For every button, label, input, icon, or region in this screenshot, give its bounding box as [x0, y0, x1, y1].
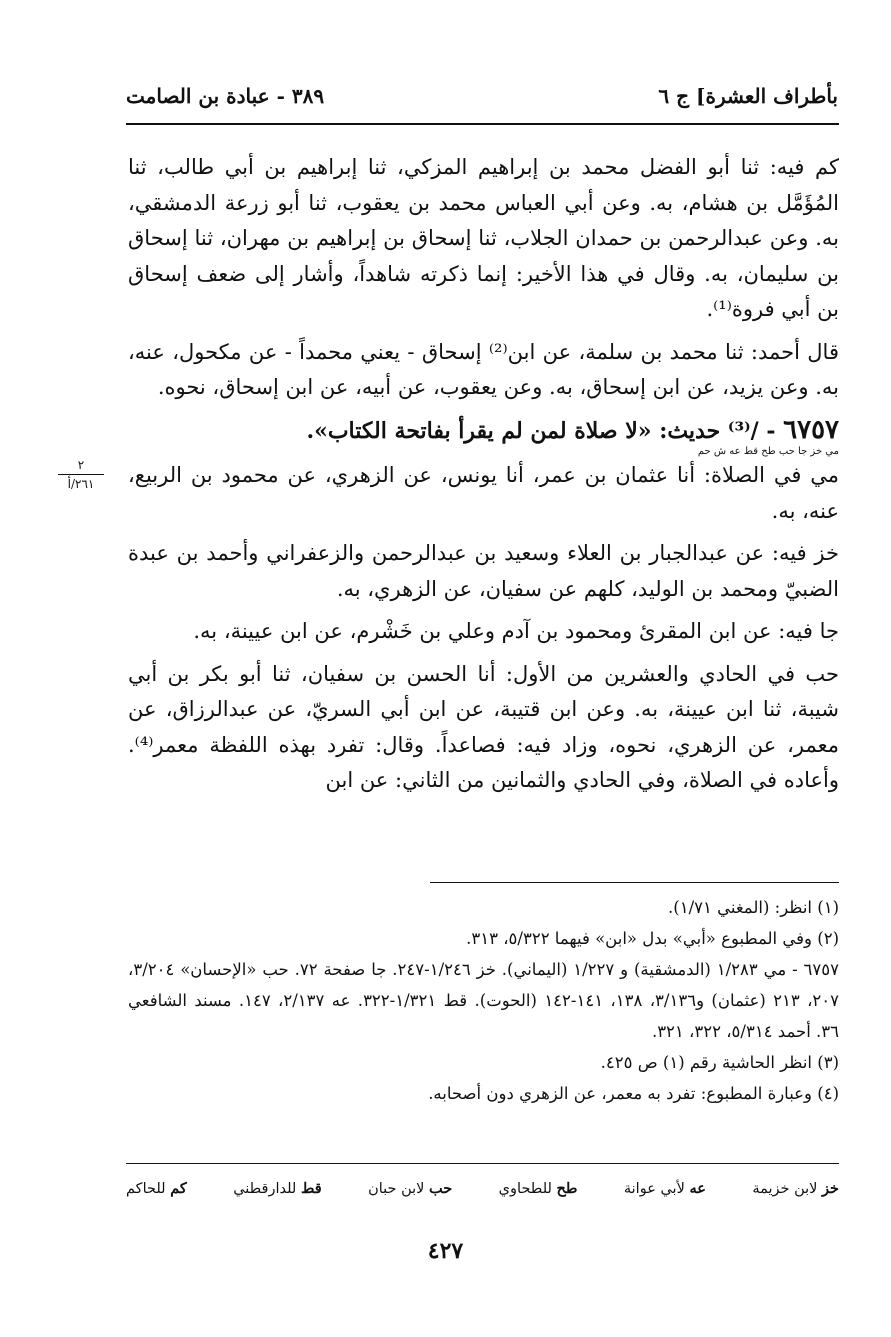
- main-text: [128, 150, 839, 806]
- paragraph-mi: مي في الصلاة: أنا عثمان بن عمر، أنا يونس، عن الزهري، عن محمود بن الربيع، عنه، به.: [128, 463, 839, 523]
- footnote-1: (١) انظر: (المغني ١/٧١).: [668, 898, 839, 917]
- folio-note-bottom: ٢٦١/أ: [67, 477, 95, 491]
- legend-item: قط للدارقطني: [233, 1180, 322, 1197]
- footnote-4: (٤) وعبارة المطبوع: تفرد به معمر، عن الزهري دون أصحابه.: [428, 1084, 839, 1103]
- hadith-sources-sigla: مي خز جا حب طح قط عه ش حم: [697, 446, 839, 457]
- header-volume-title: بأطراف العشرة] ج ٦: [658, 84, 838, 108]
- footnote-2: (٢) وفي المطبوع «أبي» بدل «ابن» فيهما ٥/٣٢٢، ٣١٣.: [466, 929, 839, 948]
- legend-item: كم للحاكم: [126, 1180, 187, 1197]
- page-number: ٤٢٧: [427, 1238, 464, 1264]
- abbreviation-legend: [126, 1180, 839, 1197]
- paragraph-hb: حب في الحادي والعشرين من الأول: أنا الحسن بن سفيان، ثنا أبو بكر بن أبي شيبة، ثنا ابن عيينة، به. وعن ابن قتيبة، عن ابن أبي السريّ، عن عبدالرزاق، عن معمر، عن الزهري، نحوه، وزاد فيه: فصاعداً. وقال: تفرد بهذه اللفظة معمر⁽⁴⁾. وأعاده في الصلاة، وفي الحادي والثمانين من الثاني: عن ابن: [128, 661, 839, 792]
- hadith-ref: - /⁽³⁾: [727, 417, 776, 444]
- footnotes: [128, 892, 839, 1109]
- legend-item: حب لابن حبان: [368, 1180, 453, 1197]
- footnote-3: (٣) انظر الحاشية رقم (١) ص ٤٢٥.: [600, 1053, 839, 1072]
- footnote-hadith-sources: ٦٧٥٧ - مي ١/٢٨٣ (الدمشقية) و ١/٢٢٧ (اليماني). خز ١/٢٤٦-٢٤٧. جا صفحة ٧٢. حب «الإحسان» ٣/٢٠٤، ٢٠٧، ٢١٣ (عثمان) و٣/١٣٦، ١٣٨، ١٤١-١٤٢ (الحوت). قط ١/٣٢١-٣٢٢. عه ٢/١٣٧، ١٤٧. مسند الشافعي ٣٦. أحمد ٥/٣١٤، ٣٢٢، ٣٢١.: [128, 960, 839, 1041]
- paragraph-ahmad: قال أحمد: ثنا محمد بن سلمة، عن ابن⁽²⁾ إسحاق - يعني محمداً - عن مكحول، عنه، به. وعن يزيد، عن ابن إسحاق، به. وعن يعقوب، عن أبيه، عن ابن إسحاق، نحوه.: [128, 339, 839, 399]
- header-chapter-title: ٣٨٩ - عبادة بن الصامت: [126, 84, 325, 108]
- hadith-text: حديث: «لا صلاة لمن لم يقرأ بفاتحة الكتاب».: [306, 417, 721, 444]
- legend-item: عه لأبي عوانة: [623, 1180, 706, 1197]
- folio-note-top: ٢: [77, 458, 85, 472]
- running-header: [126, 78, 838, 114]
- legend-item: خز لابن خزيمة: [752, 1180, 839, 1197]
- paragraph-khz: خز فيه: عن عبدالجبار بن العلاء وسعيد بن عبدالرحمن والزعفراني وأحمد بن عبدة الضبيّ ومحمد بن الوليد، كلهم عن سفيان، عن الزهري، به.: [128, 541, 839, 601]
- paragraph-ja: جا فيه: عن ابن المقرئ ومحمود بن آدم وعلي بن خَشْرم، عن ابن عيينة، به.: [193, 619, 839, 643]
- folio-note-rule: [58, 474, 104, 475]
- footnote-divider: [430, 882, 839, 883]
- manuscript-folio-note: [54, 458, 108, 491]
- paragraph-kam: كم فيه: ثنا أبو الفضل محمد بن إبراهيم المزكي، ثنا إبراهيم بن أبي طالب، ثنا المُؤَمَّل بن هشام، به. وعن أبي العباس محمد بن يعقوب، ثنا أبو زرعة الدمشقي، به. وعن عبدالرحمن بن حمدان الجلاب، ثنا إسحاق بن إبراهيم بن مهران، ثنا إسحاق بن سليمان، به. وقال في هذا الأخير: إنما ذكرته شاهداً، وأشار إلى ضعف إسحاق بن أبي فروة⁽¹⁾.: [128, 155, 839, 321]
- legend-item: طح للطحاوي: [498, 1180, 578, 1197]
- header-divider: [126, 123, 839, 125]
- legend-divider: [126, 1163, 839, 1164]
- hadith-heading: [128, 413, 839, 450]
- hadith-number: ٦٧٥٧: [783, 414, 839, 445]
